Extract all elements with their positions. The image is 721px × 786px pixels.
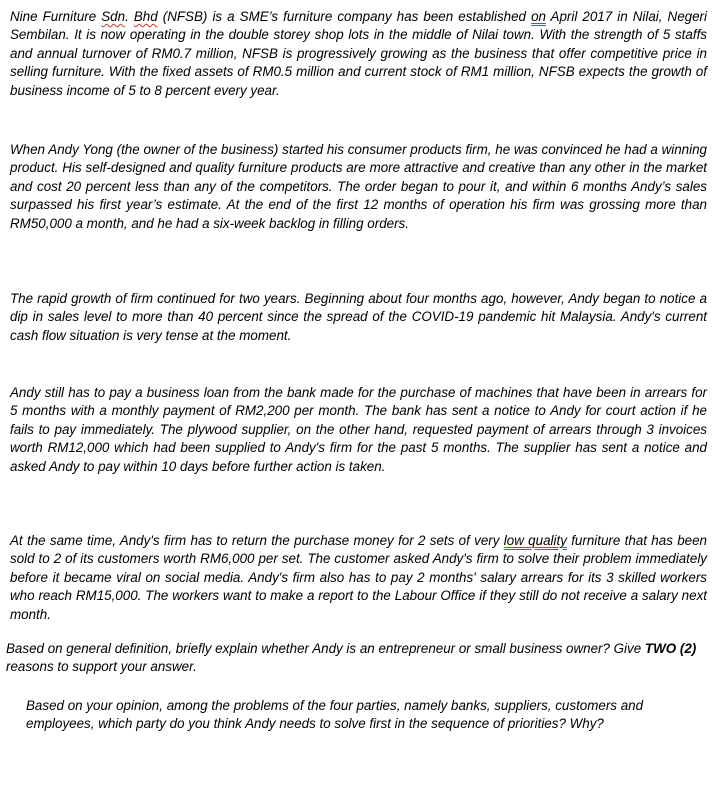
question-entrepreneur-or-owner: Based on general definition, briefly explain whether Andy is an entrepreneur or small business owner? Give TWO (2) reasons to support your answer. <box>6 641 697 675</box>
question-emphasis: TWO (2) <box>644 641 697 656</box>
spellcheck-word-sdn: Sdn <box>101 9 126 24</box>
question-priority-party: Based on your opinion, among the problems of the four parties, namely banks, suppliers, customers and employees, which party do you think Andy needs to solve first in the sequence of priorities? Why? <box>26 698 644 732</box>
case-paragraph-early-growth: When Andy Yong (the owner of the business) started his consumer products firm, he was convinced he had a winning product. His self-designed and quality furniture products are more attractive and creative than any other in the market and cost 20 percent less than any of the competitors. The order began to pour it, and within 6 months Andy’s sales surpassed his first year’s estimate. At the end of the first 12 months of operation his firm was grossing more than RM50,000 a month, and he had a six-week backlog in filling orders. <box>10 142 707 231</box>
case-paragraph-sales-dip: The rapid growth of firm continued for two years. Beginning about four months ago, however, Andy began to notice a dip in sales level to more than 40 percent since the spread of the COVID-19 pandemic hit Malaysia. Andy's current cash flow situation is very tense at the moment. <box>10 291 707 343</box>
case-paragraph-customers-and-workers: At the same time, Andy's firm has to return the purchase money for 2 sets of very low quality furniture that has been sold to 2 of its customers worth RM6,000 per set. The customer asked Andy's firm to solve their problem immediately before it became viral on social media. Andy's firm also has to pay 2 months' salary arrears for its 3 skilled workers who reach RM15,000. The workers want to make a report to the Labour Office if they still do not receive a salary next month. <box>10 533 708 622</box>
grammar-flag-on: on <box>531 9 546 24</box>
grammar-flag-low-quality: low quality <box>503 533 567 548</box>
case-paragraph-bank-and-supplier: Andy still has to pay a business loan from the bank made for the purchase of machines that have been in arrears for 5 months with a monthly payment of RM2,200 per month. The bank has sent a notice to Andy for court action if he fails to pay immediately. The plywood supplier, on the other hand, requested payment of arrears through 3 invoices worth RM12,000 which had been supplied to Andy's firm for the past 5 months. The supplier has sent a notice and asked Andy to pay within 10 days before further action is taken. <box>10 385 707 474</box>
spellcheck-word-bhd: Bhd <box>133 9 158 24</box>
case-paragraph-company-background: Nine Furniture Sdn. Bhd (NFSB) is a SME’s furniture company has been established on April 2017 in Nilai, Negeri Sembilan. It is now operating in the double storey shop lots in the middle of Nilai town. With the strength of 5 staffs and annual turnover of RM0.7 million, NFSB is progressively growing as the business that offer competitive price in selling furniture. With the fixed assets of RM0.5 million and current stock of RM1 million, NFSB expects the growth of business income of 5 to 8 percent every year. <box>10 9 707 98</box>
